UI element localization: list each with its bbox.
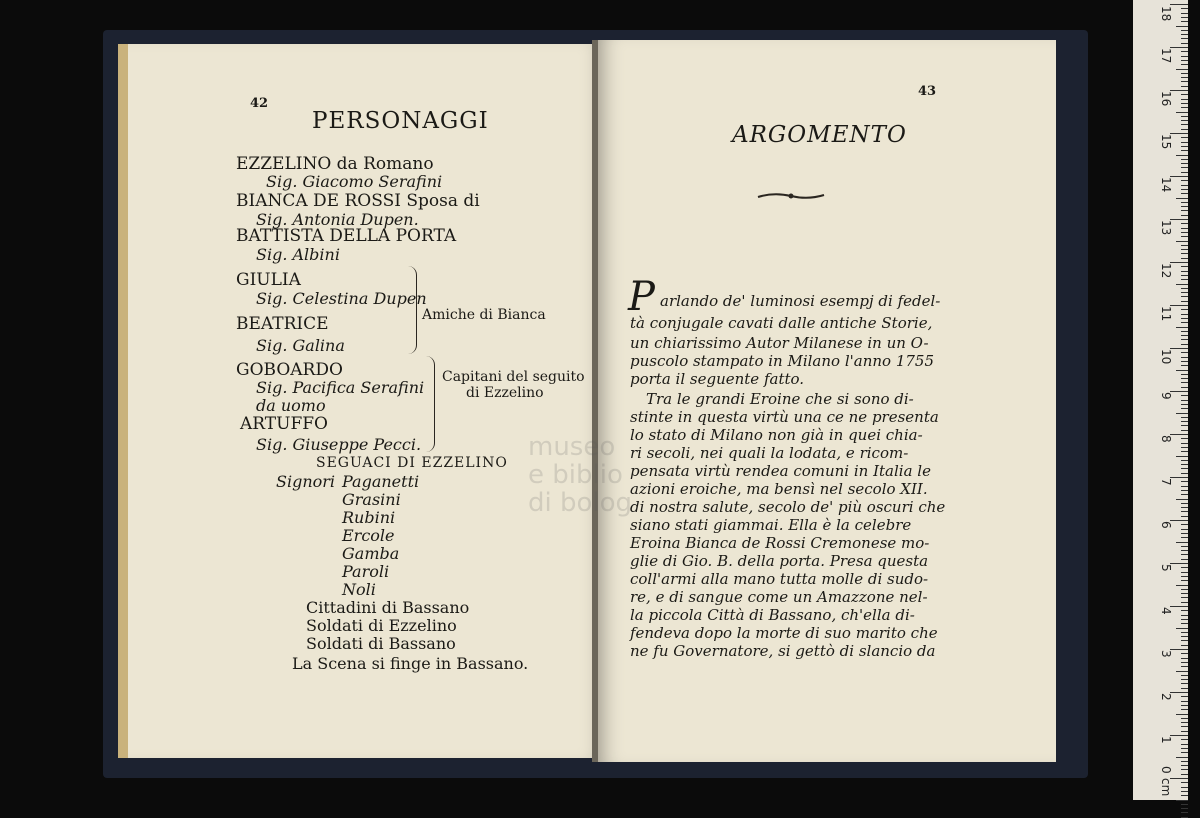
ruler-tick: [1181, 296, 1188, 297]
ruler-tick: [1181, 51, 1188, 52]
ruler-tick: [1176, 112, 1188, 113]
ruler-tick: [1181, 249, 1188, 250]
ruler-tick: [1176, 284, 1188, 285]
ruler-tick: [1181, 486, 1188, 487]
body-line: ne fu Governatore, si gettò di slancio da: [630, 642, 936, 660]
follower-name: Grasini: [342, 490, 401, 509]
group-brace: [426, 356, 435, 452]
body-line: pensata virtù rendea comuni in Italia le: [630, 462, 931, 480]
ruler-tick: [1181, 172, 1188, 173]
ruler-tick: [1181, 13, 1188, 14]
ruler-tick: [1181, 443, 1188, 444]
ruler-tick: [1181, 180, 1188, 181]
ruler-tick: [1181, 795, 1188, 796]
cast-role: EZZELINO da Romano: [236, 154, 434, 174]
body-line: Eroina Bianca de Rossi Cremonese mo-: [630, 534, 930, 552]
ruler-tick: [1181, 718, 1188, 719]
ruler-tick: [1181, 645, 1188, 646]
ruler-tick: [1181, 210, 1188, 211]
ruler-tick: [1181, 696, 1188, 697]
page-number-left: 42: [250, 96, 269, 111]
ruler-tick: [1181, 365, 1188, 366]
page-number-right: 43: [918, 84, 937, 99]
ruler-tick: [1181, 103, 1188, 104]
ruler-tick: [1181, 335, 1188, 336]
ruler-label: 3: [1159, 650, 1173, 658]
ruler-tick: [1181, 8, 1188, 9]
ruler-tick: [1181, 537, 1188, 538]
ruler-tick: [1181, 266, 1188, 267]
ruler-tick: [1181, 683, 1188, 684]
ruler-tick: [1176, 757, 1188, 758]
follower-name: Ercole: [342, 526, 395, 545]
ruler-tick: [1181, 812, 1188, 813]
ruler-tick: [1181, 632, 1188, 633]
ruler-tick: [1176, 499, 1188, 500]
extras-line: Cittadini di Bassano: [306, 598, 470, 617]
ruler-tick: [1181, 94, 1188, 95]
ruler-tick: [1181, 503, 1188, 504]
ruler-tick: [1181, 417, 1188, 418]
signori-label: Signori: [276, 472, 336, 491]
ruler-tick: [1181, 447, 1188, 448]
drop-cap: P: [628, 274, 655, 320]
follower-name: Gamba: [342, 544, 400, 563]
ruler-tick: [1170, 4, 1188, 5]
cast-actor: Sig. Giacomo Serafini: [266, 172, 443, 191]
ruler-tick: [1181, 30, 1188, 31]
ruler-label: 4: [1159, 607, 1173, 615]
cast-actor: Sig. Galina: [256, 336, 345, 355]
ruler-tick: [1181, 185, 1188, 186]
ruler-tick: [1181, 808, 1188, 809]
ruler-tick: [1181, 60, 1188, 61]
body-line: stinte in questa virtù una ce ne presenta: [630, 408, 939, 426]
cast-role: BEATRICE: [236, 314, 329, 334]
ruler-tick: [1181, 589, 1188, 590]
cast-role: GIULIA: [236, 270, 301, 290]
ruler-tick: [1181, 507, 1188, 508]
body-line: azioni eroiche, ma bensì nel secolo XII.: [630, 480, 928, 498]
ruler-tick: [1181, 339, 1188, 340]
ruler-tick: [1181, 387, 1188, 388]
ruler-label: 1: [1159, 736, 1173, 744]
cast-actor: Sig. Celestina Dupen: [256, 289, 427, 308]
ruler-label: 2: [1159, 693, 1173, 701]
ruler-tick: [1181, 546, 1188, 547]
ruler-tick: [1181, 658, 1188, 659]
ruler-tick: [1181, 533, 1188, 534]
ruler-tick: [1181, 464, 1188, 465]
ruler-tick: [1181, 275, 1188, 276]
ruler-unit: cm: [1159, 778, 1173, 797]
ruler-tick: [1181, 679, 1188, 680]
cast-actor: Sig. Pacifica Serafini: [256, 378, 425, 397]
ruler-tick: [1181, 38, 1188, 39]
ruler-tick: [1181, 202, 1188, 203]
ruler-tick: [1181, 43, 1188, 44]
ruler-label: 14: [1159, 177, 1173, 193]
ruler-tick: [1181, 309, 1188, 310]
ruler-tick: [1181, 159, 1188, 160]
ruler-tick: [1181, 228, 1188, 229]
group-label: Amiche di Bianca: [422, 307, 546, 323]
ruler-tick: [1181, 460, 1188, 461]
ruler-tick: [1181, 253, 1188, 254]
ruler-tick: [1181, 73, 1188, 74]
body-line: puscolo stampato in Milano l'anno 1755: [630, 352, 934, 370]
ruler-tick: [1181, 223, 1188, 224]
ruler-tick: [1181, 653, 1188, 654]
ruler-tick: [1176, 198, 1188, 199]
ruler-tick: [1181, 473, 1188, 474]
ruler-tick: [1176, 714, 1188, 715]
ruler-tick: [1181, 81, 1188, 82]
ruler-tick: [1181, 705, 1188, 706]
ruler-tick: [1181, 271, 1188, 272]
ruler-tick: [1181, 494, 1188, 495]
extras-line: Soldati di Bassano: [306, 634, 456, 653]
watermark-text: museo: [528, 432, 616, 462]
cast-note: da uomo: [256, 396, 326, 415]
ruler-tick: [1181, 615, 1188, 616]
ruler-tick: [1176, 370, 1188, 371]
ruler-tick: [1181, 688, 1188, 689]
cast-role: ARTUFFO: [240, 414, 328, 434]
ruler-tick: [1181, 619, 1188, 620]
ruler-label: 11: [1159, 306, 1173, 322]
ruler-tick: [1181, 739, 1188, 740]
ruler-tick: [1181, 21, 1188, 22]
body-line: tà conjugale cavati dalle antiche Storie,: [630, 314, 933, 332]
ruler-tick: [1181, 804, 1188, 805]
ruler-tick: [1181, 529, 1188, 530]
ruler-label: 15: [1159, 134, 1173, 150]
ruler-tick: [1181, 774, 1188, 775]
body-line: re, e di sangue come un Amazzone nel-: [630, 588, 928, 606]
ruler-tick: [1181, 524, 1188, 525]
page-title-left: PERSONAGGI: [312, 108, 489, 134]
ruler-tick: [1176, 628, 1188, 629]
ruler-label: 18: [1159, 6, 1173, 22]
ruler-tick: [1181, 567, 1188, 568]
ruler-tick: [1181, 150, 1188, 151]
ruler-label: 5: [1159, 564, 1173, 572]
body-line: lo stato di Milano non già in quei chia-: [630, 426, 923, 444]
ruler-tick: [1181, 430, 1188, 431]
ruler-tick: [1176, 69, 1188, 70]
group-label: Capitani del seguito: [442, 369, 585, 385]
ruler-tick: [1181, 331, 1188, 332]
ruler-tick: [1181, 314, 1188, 315]
ruler-tick: [1176, 327, 1188, 328]
watermark-text: e biblio: [528, 460, 623, 490]
ruler-tick: [1181, 787, 1188, 788]
ruler-tick: [1181, 288, 1188, 289]
ruler-tick: [1181, 791, 1188, 792]
ruler-tick: [1181, 404, 1188, 405]
group-label: di Ezzelino: [466, 385, 544, 401]
ruler-tick: [1181, 382, 1188, 383]
ruler-tick: [1181, 34, 1188, 35]
ruler-tick: [1181, 438, 1188, 439]
cast-role: GOBOARDO: [236, 360, 343, 380]
ruler-tick: [1181, 468, 1188, 469]
ruler-tick: [1181, 361, 1188, 362]
ruler-tick: [1181, 765, 1188, 766]
body-line: fendeva dopo la morte di suo marito che: [630, 624, 938, 642]
watermark-text: di bolog: [528, 488, 633, 518]
page-title-right: ARGOMENTO: [732, 122, 907, 148]
ruler-label: 16: [1159, 91, 1173, 107]
ruler-tick: [1181, 421, 1188, 422]
ruler-tick: [1181, 357, 1188, 358]
ruler-tick: [1181, 580, 1188, 581]
ruler-tick: [1181, 318, 1188, 319]
body-line: un chiarissimo Autor Milanese in un O-: [630, 334, 929, 352]
cast-actor: Sig. Giuseppe Pecci.: [256, 435, 422, 454]
ruler-tick: [1181, 378, 1188, 379]
ruler-label: 10: [1159, 349, 1173, 365]
ruler-tick: [1181, 215, 1188, 216]
ruler-tick: [1181, 292, 1188, 293]
ruler-label: 9: [1159, 392, 1173, 400]
ruler-tick: [1181, 451, 1188, 452]
follower-name: Noli: [342, 580, 376, 599]
ruler-label: 7: [1159, 478, 1173, 486]
ruler-tick: [1181, 597, 1188, 598]
cast-actor: Sig. Antonia Dupen.: [256, 210, 419, 229]
extras-line: Soldati di Ezzelino: [306, 616, 457, 635]
ruler-tick: [1181, 554, 1188, 555]
ruler-label: 8: [1159, 435, 1173, 443]
ruler-tick: [1176, 26, 1188, 27]
body-line: ri secoli, nei quali la lodata, e ricom-: [630, 444, 909, 462]
ruler-tick: [1181, 352, 1188, 353]
ruler-tick: [1181, 662, 1188, 663]
ruler-tick: [1181, 425, 1188, 426]
ruler-tick: [1181, 137, 1188, 138]
ruler-tick: [1181, 64, 1188, 65]
left-page: [118, 44, 606, 758]
ruler-tick: [1181, 56, 1188, 57]
cast-actor: Sig. Albini: [256, 245, 340, 264]
ruler-tick: [1181, 550, 1188, 551]
ruler-tick: [1181, 731, 1188, 732]
ruler-tick: [1181, 593, 1188, 594]
body-line: glie di Gio. B. della porta. Presa questa: [630, 552, 929, 570]
ruler-tick: [1181, 107, 1188, 108]
ruler-tick: [1181, 236, 1188, 237]
ornament-icon: [756, 190, 826, 202]
ruler-tick: [1181, 516, 1188, 517]
ruler-tick: [1181, 701, 1188, 702]
ruler-tick: [1181, 744, 1188, 745]
ruler-label: 13: [1159, 220, 1173, 236]
ruler-tick: [1181, 116, 1188, 117]
follower-name: Paganetti: [342, 472, 420, 491]
ruler-tick: [1181, 344, 1188, 345]
ruler-tick: [1181, 258, 1188, 259]
body-line: porta il seguente fatto.: [630, 370, 805, 388]
ruler-tick: [1181, 167, 1188, 168]
ruler-label: 0: [1159, 766, 1173, 774]
ruler-tick: [1181, 395, 1188, 396]
measurement-ruler: [1133, 0, 1188, 800]
follower-name: Paroli: [342, 562, 390, 581]
ruler-tick: [1181, 408, 1188, 409]
ruler-tick: [1181, 99, 1188, 100]
ruler-tick: [1181, 640, 1188, 641]
ruler-tick: [1176, 585, 1188, 586]
ruler-tick: [1181, 189, 1188, 190]
ruler-tick: [1181, 572, 1188, 573]
ruler-tick: [1181, 142, 1188, 143]
ruler-tick: [1181, 322, 1188, 323]
scene-line: La Scena si finge in Bassano.: [292, 654, 529, 673]
ruler-tick: [1181, 374, 1188, 375]
ruler-tick: [1181, 675, 1188, 676]
ruler-tick: [1181, 245, 1188, 246]
ruler-tick: [1181, 761, 1188, 762]
ruler-tick: [1181, 129, 1188, 130]
body-line: siano stati giammai. Ella è la celebre: [630, 516, 912, 534]
ruler-tick: [1181, 193, 1188, 194]
ruler-tick: [1181, 86, 1188, 87]
ruler-tick: [1181, 400, 1188, 401]
ruler-tick: [1181, 752, 1188, 753]
ruler-tick: [1176, 241, 1188, 242]
body-line: Tra le grandi Eroine che si sono di-: [646, 390, 914, 408]
ruler-tick: [1181, 559, 1188, 560]
ruler-tick: [1181, 77, 1188, 78]
ruler-tick: [1176, 671, 1188, 672]
ruler-label: 6: [1159, 521, 1173, 529]
ruler-tick: [1176, 542, 1188, 543]
ruler-tick: [1181, 576, 1188, 577]
ruler-label: 12: [1159, 263, 1173, 279]
follower-name: Rubini: [342, 508, 396, 527]
ruler-label: 17: [1159, 48, 1173, 64]
ruler-tick: [1181, 722, 1188, 723]
cast-role: BIANCA DE ROSSI Sposa di: [236, 191, 480, 211]
ruler-tick: [1181, 623, 1188, 624]
body-line: coll'armi alla mano tutta molle di sudo-: [630, 570, 929, 588]
ruler-tick: [1181, 490, 1188, 491]
body-line: la piccola Città di Bassano, ch'ella di-: [630, 606, 915, 624]
ruler-tick: [1181, 279, 1188, 280]
ruler-tick: [1181, 769, 1188, 770]
ruler-tick: [1181, 726, 1188, 727]
ruler-tick: [1181, 481, 1188, 482]
ruler-tick: [1181, 782, 1188, 783]
ruler-tick: [1181, 124, 1188, 125]
ruler-tick: [1181, 748, 1188, 749]
ruler-tick: [1181, 301, 1188, 302]
ruler-tick: [1176, 413, 1188, 414]
ruler-tick: [1181, 206, 1188, 207]
followers-heading: SEGUACI DI EZZELINO: [316, 455, 508, 471]
cast-role: BATTISTA DELLA PORTA: [236, 226, 457, 246]
body-line: di nostra salute, secolo de' più oscuri che: [630, 498, 946, 516]
group-brace: [408, 266, 417, 354]
ruler-tick: [1176, 456, 1188, 457]
ruler-tick: [1181, 666, 1188, 667]
ruler-tick: [1181, 602, 1188, 603]
ruler-tick: [1181, 709, 1188, 710]
ruler-tick: [1181, 17, 1188, 18]
body-line: arlando de' luminosi esempj di fedel-: [660, 292, 941, 310]
ruler-tick: [1181, 120, 1188, 121]
ruler-tick: [1181, 163, 1188, 164]
ruler-tick: [1181, 146, 1188, 147]
ruler-tick: [1181, 636, 1188, 637]
ruler-tick: [1181, 232, 1188, 233]
right-page: [598, 40, 1056, 762]
ruler-tick: [1176, 155, 1188, 156]
ruler-tick: [1181, 610, 1188, 611]
ruler-tick: [1181, 511, 1188, 512]
